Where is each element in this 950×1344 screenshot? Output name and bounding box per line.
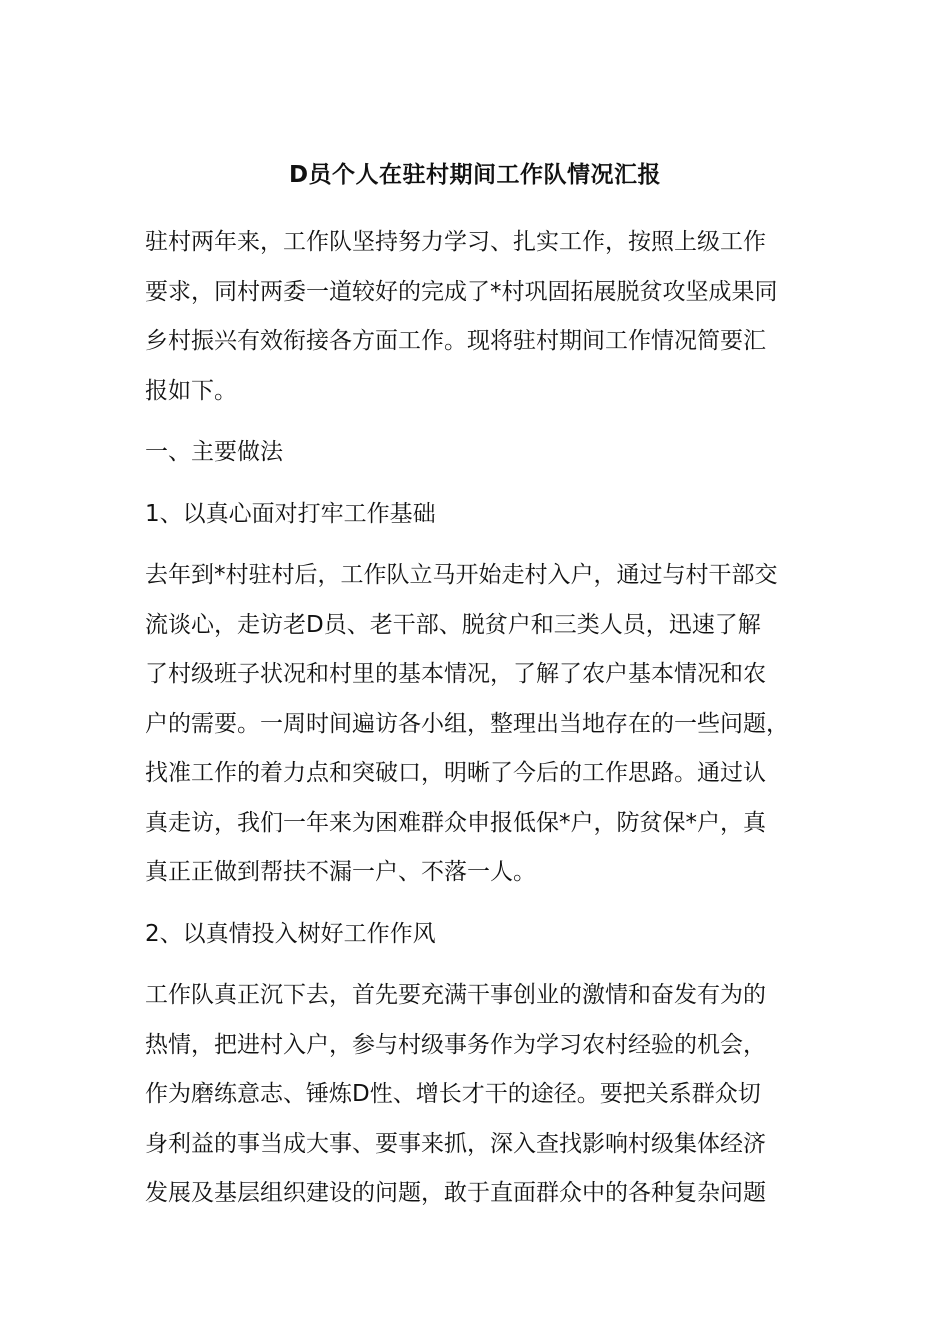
paragraph-line: 流谈心，走访老D员、老干部、脱贫户和三类人员，迅速了解 [145, 611, 761, 638]
paragraph-line: 乡村振兴有效衔接各方面工作。现将驻村期间工作情况简要汇 [145, 328, 766, 354]
paragraph-line: 真正正做到帮扶不漏一户、不落一人。 [145, 859, 536, 885]
subsection-1-paragraph [145, 551, 810, 898]
paragraph-line: 户的需要。一周时间遍访各小组，整理出当地存在的一些问题， [145, 710, 789, 737]
paragraph-line: 驻村两年来，工作队坚持努力学习、扎实工作，按照上级工作 [145, 229, 766, 255]
document-body [145, 218, 810, 1219]
paragraph-line: 发展及基层组织建设的问题，敢于直面群众中的各种复杂问题 [145, 1180, 766, 1206]
paragraph-line: 要求，同村两委一道较好的完成了*村巩固拓展脱贫攻坚成果同 [145, 278, 778, 305]
paragraph-line: 真走访，我们一年来为困难群众申报低保*户，防贫保*户，真 [145, 809, 766, 836]
subsection-heading-2: 2、以真情投入树好工作作风 [145, 920, 436, 947]
paragraph-line: 了村级班子状况和村里的基本情况，了解了农户基本情况和农 [145, 661, 766, 687]
paragraph-line: 去年到*村驻村后，工作队立马开始走村入户，通过与村干部交 [145, 562, 778, 588]
paragraph-line: 工作队真正沉下去，首先要充满干事创业的激情和奋发有为的 [145, 982, 766, 1008]
paragraph-line: 热情，把进村入户，参与村级事务作为学习农村经验的机会， [145, 1031, 766, 1058]
paragraph-line: 找准工作的着力点和突破口，明晰了今后的工作思路。通过认 [145, 760, 766, 786]
paragraph-line: 报如下。 [145, 377, 237, 404]
intro-paragraph [145, 218, 810, 416]
paragraph-line: 作为磨练意志、锤炼D性、增长才干的途径。要把关系群众切 [145, 1081, 761, 1107]
paragraph-line: 身利益的事当成大事、要事来抓，深入查找影响村级集体经济 [145, 1130, 766, 1157]
section-heading-main-practices: 一、主要做法 [145, 439, 283, 465]
document-title: D员个人在驻村期间工作队情况汇报 [288, 162, 662, 188]
subsection-heading-1: 1、以真心面对打牢工作基础 [145, 500, 436, 527]
subsection-2-paragraph [145, 971, 810, 1219]
